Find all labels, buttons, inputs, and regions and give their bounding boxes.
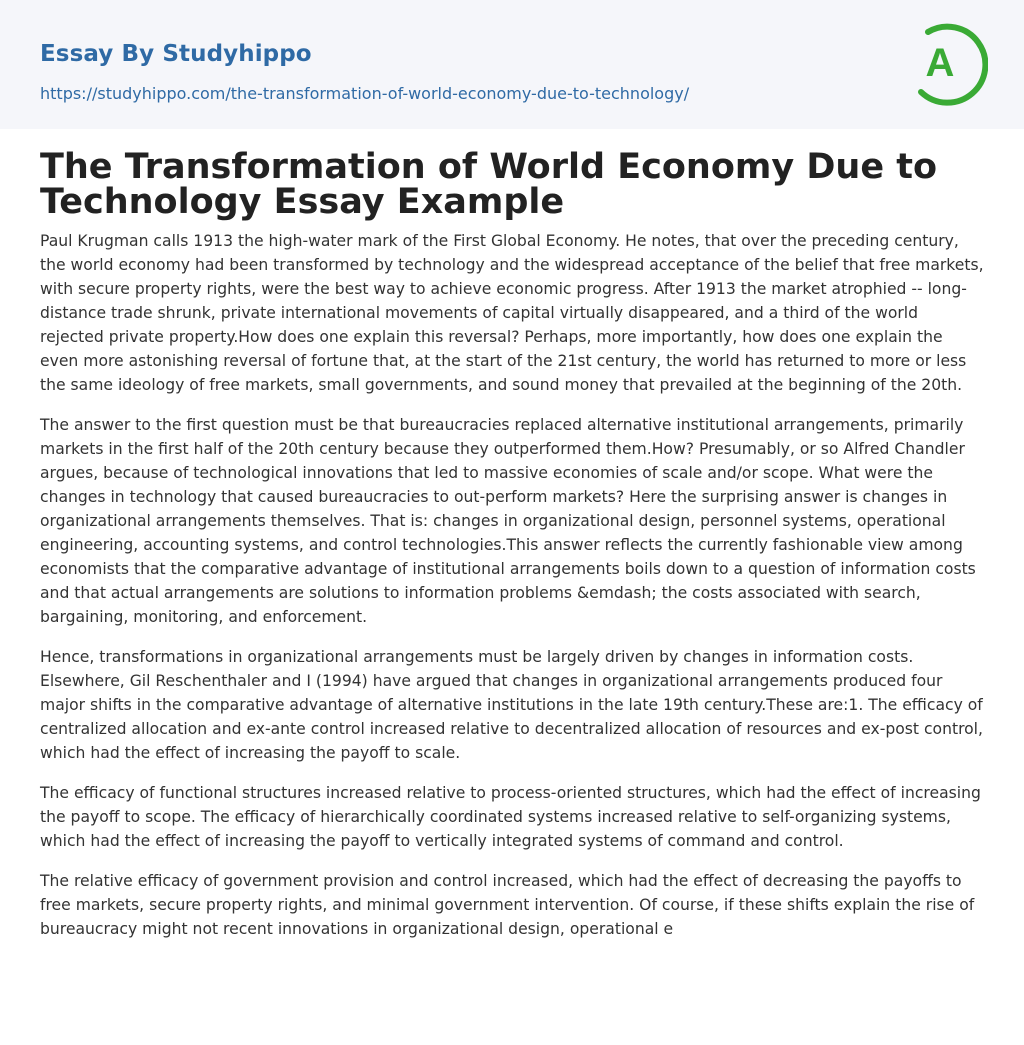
logo-letter: A bbox=[925, 41, 955, 85]
essay-paragraph-5: The relative efficacy of government provision and control increased, which had the effect of decreasing the payoffs to free markets, secure property rights, and minimal government intervention. Of course, if these shifts explain the rise of bureaucracy might not recent innovations in organizational design, operational e bbox=[40, 872, 975, 938]
site-header bbox=[0, 0, 1024, 129]
essay-paragraph-1: Paul Krugman calls 1913 the high-water mark of the First Global Economy. He notes, that over the preceding century, the world economy had been transformed by technology and the widespread acceptance of the belief that free markets, with secure property rights, were the best way to achieve economic progress. After 1913 the market atrophied -- long-distance trade shrunk, private international movements of capital virtually disappeared, and a third of the world rejected private property.How does one explain this reversal? Perhaps, more importantly, how does one explain the even more astonishing reversal of fortune that, at the start of the 21st century, the world has returned to more or less the same ideology of free markets, small governments, and sound money that prevailed at the beginning of the 20th. bbox=[40, 232, 984, 394]
essay-title: The Transformation of World Economy Due to Technology Essay Example bbox=[40, 147, 938, 222]
essay-body bbox=[40, 229, 984, 957]
essay-paragraph-3: Hence, transformations in organizational arrangements must be largely driven by changes in information costs. Elsewhere, Gil Reschenthaler and I (1994) have argued that changes in organizational arrangements produced four major shifts in the comparative advantage of alternative institutions in the late 19th century.These are:1. The efficacy of centralized allocation and ex-ante control increased relative to decentralized allocation of resources and ex-post control, which had the effect of increasing the payoff to scale. bbox=[40, 648, 983, 762]
essay-paragraph-2: The answer to the first question must be that bureaucracies replaced alternative institutional arrangements, primarily markets in the first half of the 20th century because they outperformed them.How? Presumably, or so Alfred Chandler argues, because of technological innovations that led to massive economies of scale and/or scope. What were the changes in technology that caused bureaucracies to out-perform markets? Here the surprising answer is changes in organizational arrangements themselves. That is: changes in organizational design, personnel systems, operational engineering, accounting systems, and control technologies.This answer reflects the currently fashionable view among economists that the comparative advantage of institutional arrangements boils down to a question of information costs and that actual arrangements are solutions to information problems &emdash; the costs associated with search, bargaining, monitoring, and enforcement. bbox=[40, 416, 976, 626]
essay-paragraph-4: The efficacy of functional structures increased relative to process-oriented structures, which had the effect of increasing the payoff to scope. The efficacy of hierarchically coordinated systems increased relative to self-organizing systems, which had the effect of increasing the payoff to vertically integrated systems of command and control. bbox=[40, 784, 981, 850]
page-url-link[interactable]: https://studyhippo.com/the-transformation-of-world-economy-due-to-technology/ bbox=[40, 84, 690, 103]
site-brand[interactable]: Essay By Studyhippo bbox=[40, 41, 312, 67]
studyhippo-logo-icon[interactable] bbox=[906, 18, 988, 106]
